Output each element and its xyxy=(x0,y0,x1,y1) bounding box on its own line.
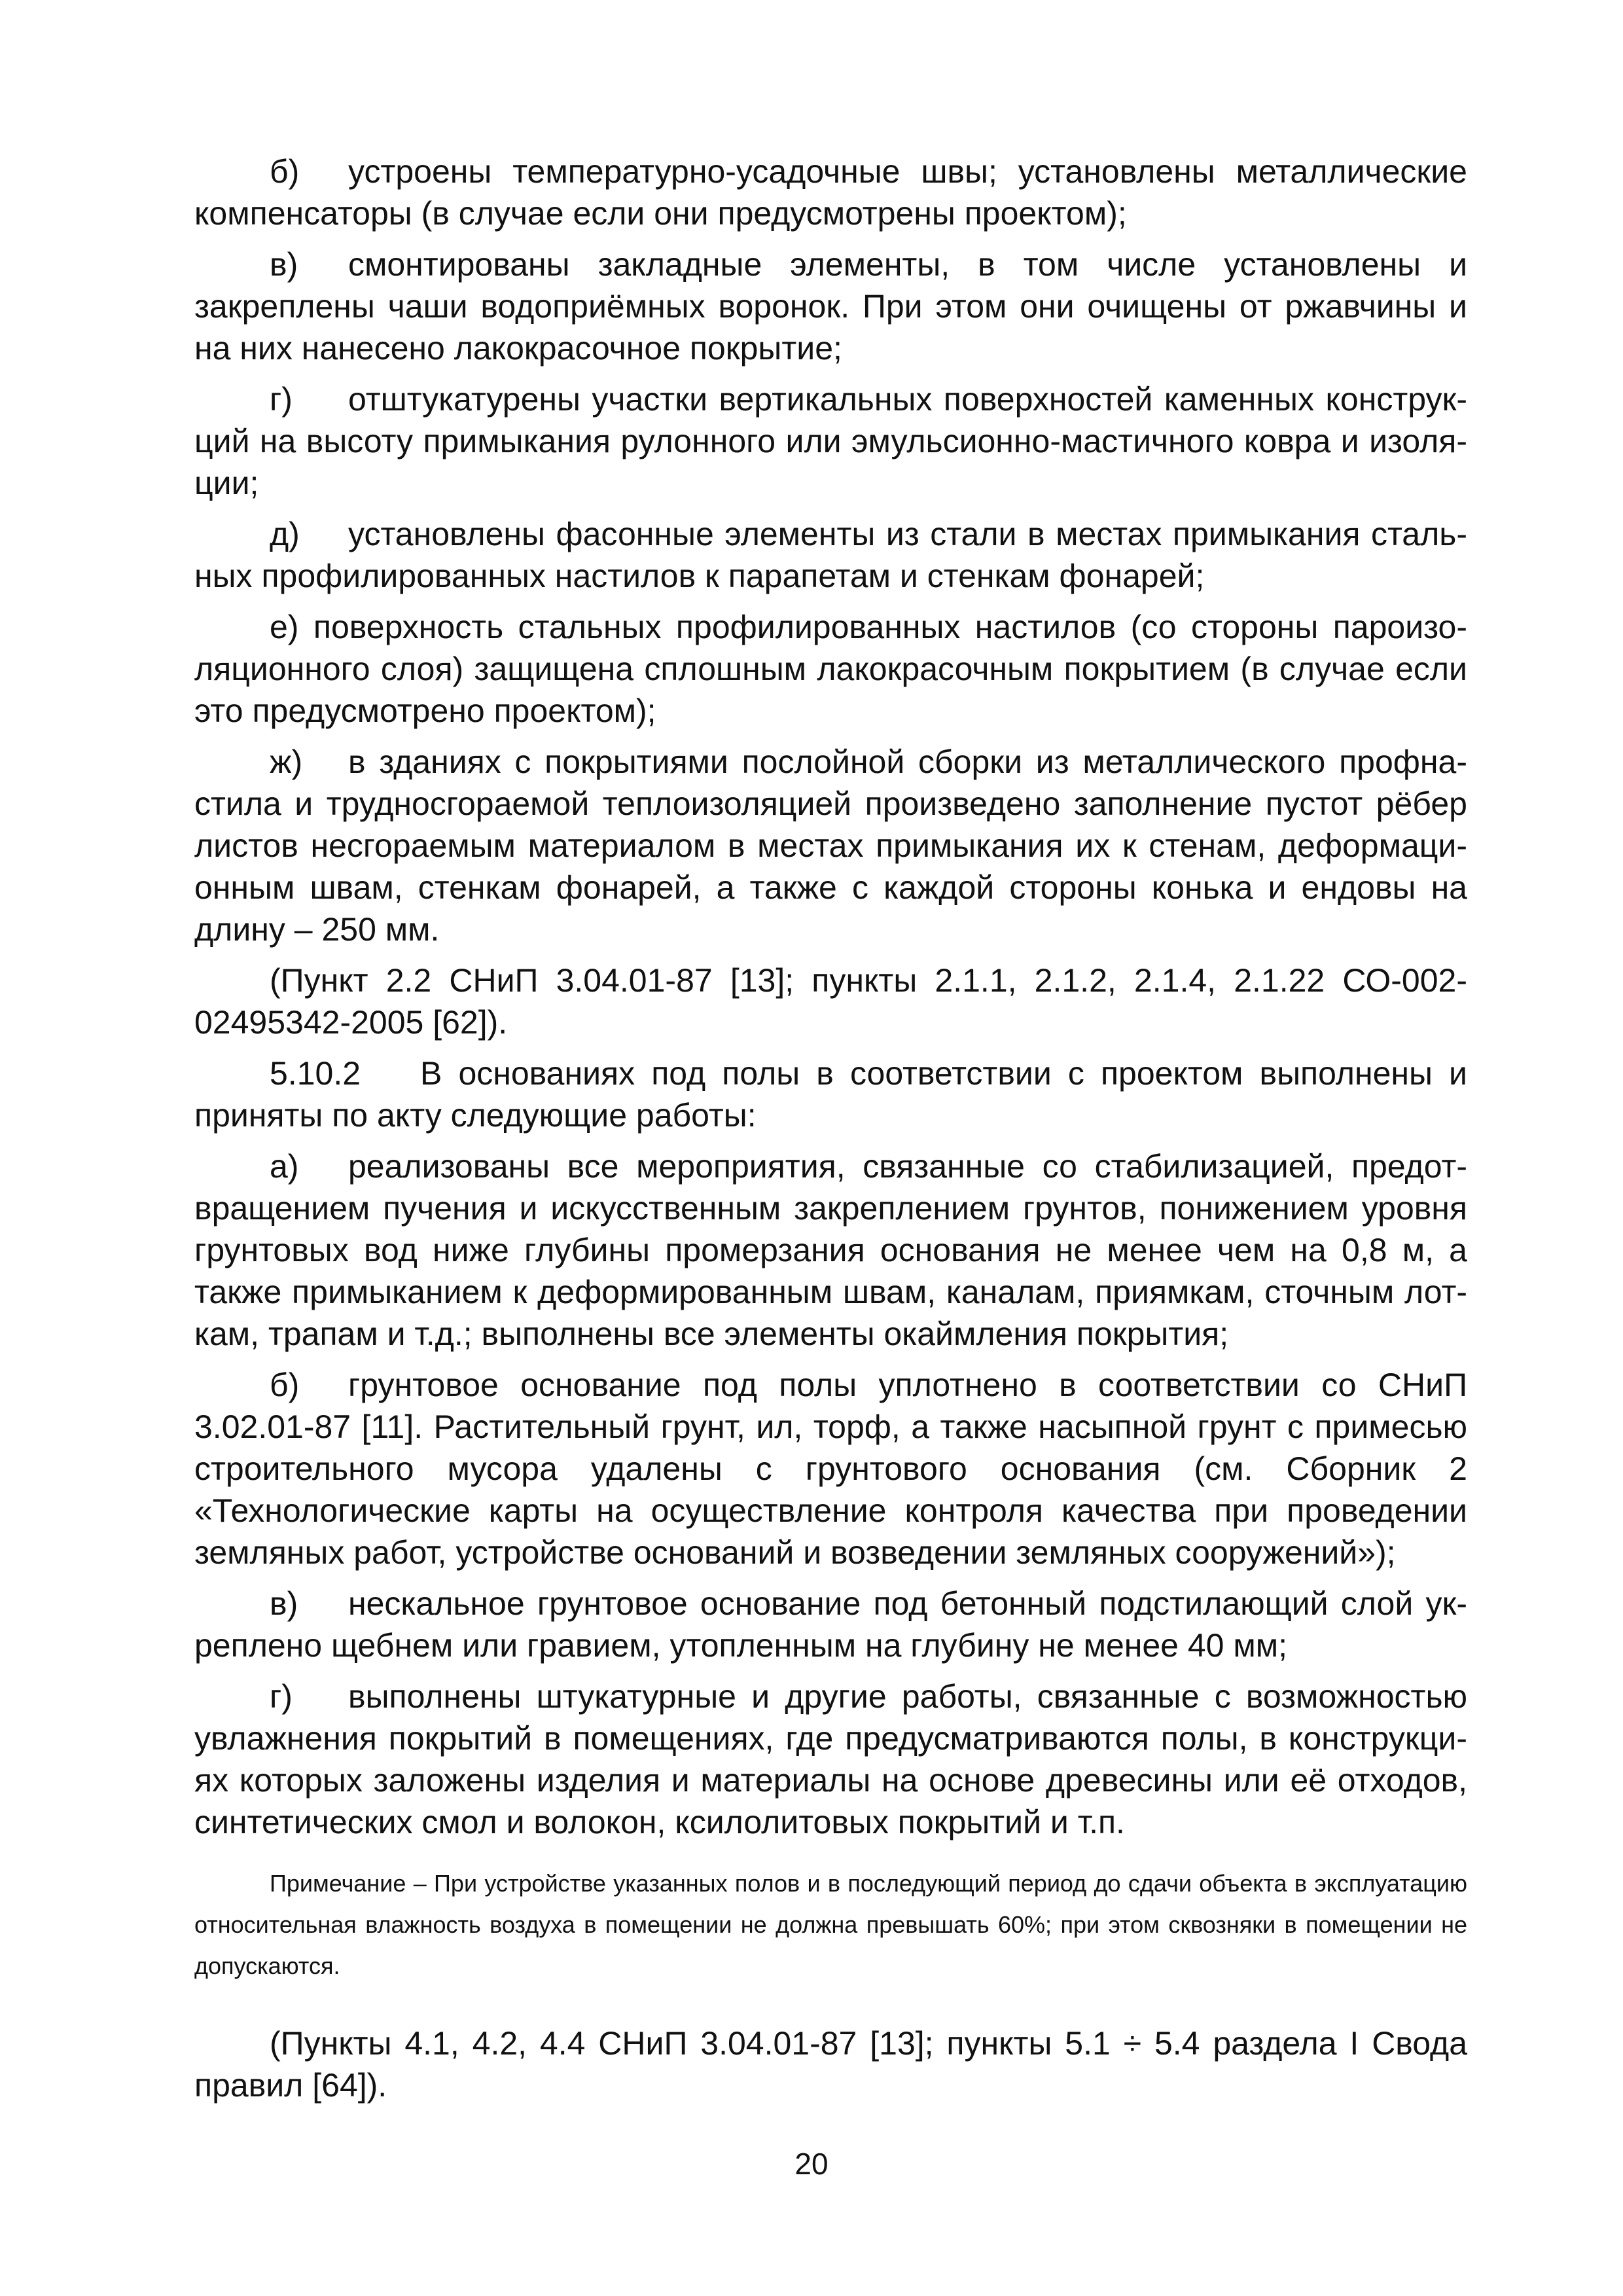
list-marker: г) xyxy=(270,381,293,418)
list-item-text: отштукатурены участки вертикальных поверхностей каменных конструкций на высоту примыкания рулонного или эмульсионно-мастичного ковра и изоляции; xyxy=(194,381,1467,501)
clause-paragraph xyxy=(194,1052,1467,1136)
list-item xyxy=(194,243,1467,369)
list-item-text: в зданиях с покрытиями послойной сборки из металлического профнастила и трудносгораемой теплоизоляцией произведено заполнение пустот рёбер листов несгораемым материалом в местах примыкания их к стенам, деформационным швам, стенкам фонарей, а также с каждой стороны конька и ендовы на длину – 250 мм. xyxy=(194,744,1467,948)
list-item-text: установлены фасонные элементы из стали в местах примыкания стальных профилированных настилов к парапетам и стенкам фонарей; xyxy=(194,516,1467,594)
list-item xyxy=(194,1145,1467,1355)
list-item-text: выполнены штукатурные и другие работы, связанные с возможностью увлажнения покрытий в помещениях, где предусматриваются полы, в конструкциях которых заложены изделия и материалы на основе древесины или её отходов, синтетических смол и волокон, ксилолитовых покрытий и т.п. xyxy=(194,1678,1467,1840)
list-item-text: устроены температурно-усадочные швы; установлены металлические компенсаторы (в случае если они предусмотрены проектом); xyxy=(194,153,1467,232)
list-item xyxy=(194,513,1467,597)
list-item-e: е) поверхность стальных профилированных настилов (со стороны пароизоляционного слоя) защищена сплошным лакокрасочным покрытием (в случае если это предусмотрено проектом); xyxy=(194,609,1467,729)
list-marker: ж) xyxy=(270,744,303,780)
note-paragraph: Примечание – При устройстве указанных полов и в последующий период до сдачи объекта в эксплуатацию относительная влажность воздуха в помещении не должна превышать 60%; при этом сквозняки в помещении не допускаются. xyxy=(194,1870,1467,1979)
list-marker: в) xyxy=(270,246,298,283)
page-number: 20 xyxy=(794,2147,829,2181)
list-item xyxy=(194,378,1467,504)
list-item-text: смонтированы закладные элементы, в том числе установлены и закреплены чаши водоприёмных воронок. При этом они очищены от ржавчины и на них нанесено лакокрасочное покрытие; xyxy=(194,246,1467,367)
list-marker: д) xyxy=(270,516,300,552)
list-item xyxy=(194,1364,1467,1573)
clause-text: В основаниях под полы в соответствии с проектом выполнены и приняты по акту следующие работы: xyxy=(194,1055,1467,1134)
list-item xyxy=(194,1676,1467,1843)
list-marker: а) xyxy=(270,1148,299,1185)
list-item xyxy=(194,741,1467,950)
page-body xyxy=(194,151,1467,2115)
list-item-text: нескальное грунтовое основание под бетонный подстилающий слой укреплено щебнем или гравием, утопленным на глубину не менее 40 мм; xyxy=(194,1585,1467,1664)
reference-citation: (Пункт 2.2 СНиП 3.04.01-87 [13]; пункты 2.1.1, 2.1.2, 2.1.4, 2.1.22 СО-002-02495342-2005 [62]). xyxy=(194,962,1467,1041)
list-item xyxy=(194,1583,1467,1666)
list-marker: б) xyxy=(270,1367,300,1403)
list-item-text: грунтовое основание под полы уплотнено в соответствии со СНиП 3.02.01-87 [11]. Растительный грунт, ил, торф, а также насыпной грунт с примесью строительного мусора удалены с грунтового основания (см. Сборник 2 «Технологические карты на осуществление контроля качества при проведении земляных работ, устройстве оснований и возведении земляных сооружений»); xyxy=(194,1367,1467,1571)
reference-citation: (Пункты 4.1, 4.2, 4.4 СНиП 3.04.01-87 [13]; пункты 5.1 ÷ 5.4 раздела I Свода правил [64]). xyxy=(194,2025,1467,2104)
list-item xyxy=(194,151,1467,234)
list-marker: г) xyxy=(270,1678,293,1715)
list-marker: б) xyxy=(270,153,300,190)
list-marker: в) xyxy=(270,1585,298,1622)
list-item-text: реализованы все мероприятия, связанные со стабилизацией, предотвращением пучения и искусственным закреплением грунтов, понижением уровня грунтовых вод ниже глубины промерзания основания не менее чем на 0,8 м, а также примыканием к деформированным швам, каналам, приямкам, сточным лоткам, трапам и т.д.; выполнены все элементы окаймления покрытия; xyxy=(194,1148,1467,1352)
clause-number: 5.10.2 xyxy=(270,1055,361,1092)
